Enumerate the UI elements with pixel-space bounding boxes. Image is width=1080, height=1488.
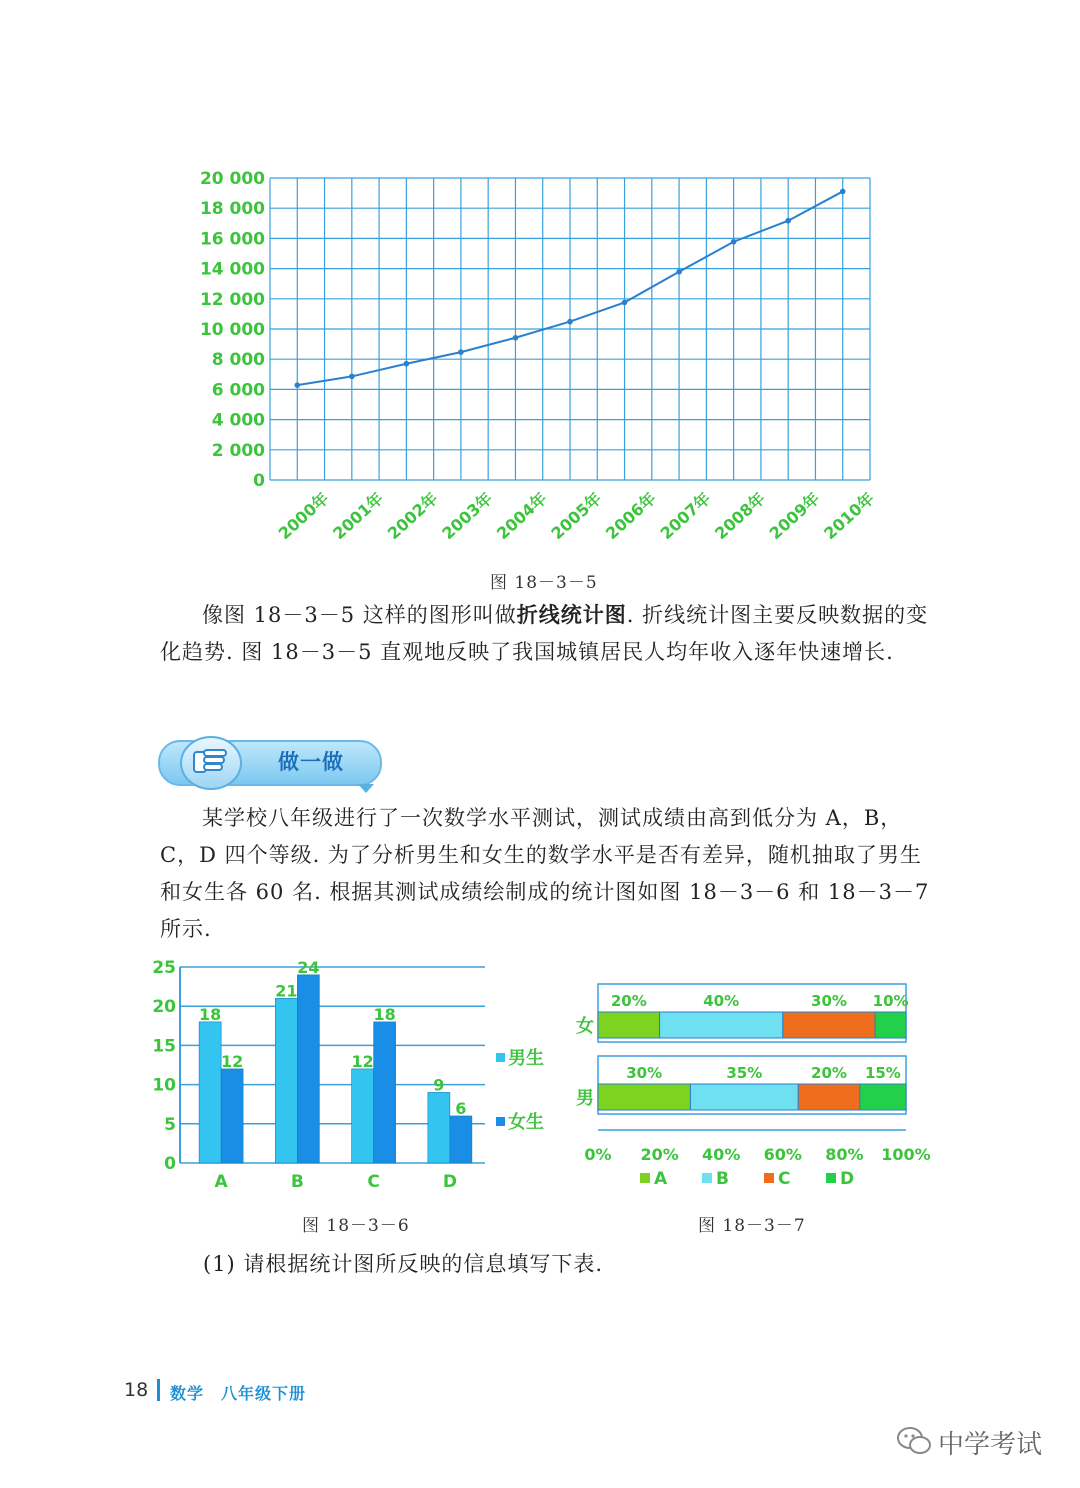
x-tick-label: 2002年 xyxy=(383,488,442,544)
activity-banner xyxy=(158,738,380,786)
y-tick-label: 12 000 xyxy=(199,289,265,310)
paragraph-text-after: . 折线统计图主要反映数据的变化趋势. 图 18－3－5 直观地反映了我国城镇居民人均年收入逐年快速增长. xyxy=(160,603,929,664)
segment-value-label: 40% xyxy=(703,992,740,1010)
wechat-logo-icon xyxy=(896,1426,932,1456)
bar-value-label: 12 xyxy=(351,1051,374,1071)
legend-label: 女生 xyxy=(508,1112,544,1133)
x-tick-label: D xyxy=(442,1172,457,1192)
data-point xyxy=(731,239,737,245)
data-point xyxy=(513,335,519,341)
x-tick-label: 2003年 xyxy=(438,488,497,544)
line-chart-x-ticks xyxy=(275,489,878,544)
banner-pointer-icon xyxy=(358,784,374,794)
y-tick-label: 10 xyxy=(152,1075,176,1096)
x-tick-label: 2005年 xyxy=(547,488,606,544)
x-tick-label: 2010年 xyxy=(820,488,878,544)
x-tick-label: 2008年 xyxy=(711,488,769,544)
data-point xyxy=(349,374,355,380)
book-title: 数学 八年级下册 xyxy=(170,1384,307,1403)
y-tick-label: 10 000 xyxy=(199,320,265,340)
segment-value-label: 30% xyxy=(626,1064,663,1082)
question-1: (1) 请根据统计图所反映的信息填写下表. xyxy=(203,1252,604,1276)
row-label: 女 xyxy=(576,1016,594,1037)
stacked-segment xyxy=(660,1012,783,1038)
legend-swatch xyxy=(496,1117,505,1126)
bar-value-label: 24 xyxy=(297,957,320,977)
stacked-segment xyxy=(690,1084,798,1110)
bar-chart-y-ticks xyxy=(152,958,176,1174)
bar-value-label: 18 xyxy=(373,1004,396,1024)
y-tick-label: 6 000 xyxy=(211,380,265,401)
x-tick-label: 2007年 xyxy=(656,488,715,544)
paragraph-text-before: 像图 18－3－5 这样的图形叫做 xyxy=(202,603,517,627)
bar xyxy=(450,1116,472,1163)
segment-value-label: 15% xyxy=(864,1064,901,1082)
y-tick-label: 4 000 xyxy=(211,410,265,431)
paragraph-line-chart-intro xyxy=(160,596,930,671)
legend-swatch xyxy=(702,1173,712,1183)
legend-swatch xyxy=(826,1173,836,1183)
y-tick-label: 2 000 xyxy=(211,440,265,461)
stacked-segment xyxy=(875,1012,906,1038)
y-tick-label: 20 000 xyxy=(199,169,265,189)
x-tick-label: C xyxy=(367,1172,380,1192)
stacked-chart-legend xyxy=(640,1169,854,1189)
bar xyxy=(297,975,319,1163)
stacked-chart-rows xyxy=(576,984,909,1114)
stacked-segment xyxy=(598,1084,690,1110)
legend-label: C xyxy=(778,1169,791,1189)
grouped-bar-chart xyxy=(150,955,560,1195)
term-line-chart: 折线统计图 xyxy=(516,602,627,627)
bar xyxy=(221,1069,243,1163)
legend-label: A xyxy=(654,1169,668,1189)
bar xyxy=(374,1022,396,1163)
x-tick-label: 2009年 xyxy=(765,488,824,544)
segment-value-label: 20% xyxy=(811,1064,847,1082)
y-tick-label: 15 xyxy=(152,1036,176,1057)
bar-value-label: 9 xyxy=(433,1075,445,1095)
data-point xyxy=(294,382,300,388)
data-point xyxy=(676,269,682,275)
data-point xyxy=(404,361,410,367)
data-point xyxy=(622,300,628,306)
paragraph-test-description: 某学校八年级进行了一次数学水平测试，测试成绩由高到低分为 A，B，C，D 四个等级. 为了分析男生和女生的数学水平是否有差异，随机抽取了男生和女生各 60 名. 根据其测试成绩绘制成的统计图如图 18－3－6 和 18－3－7 所示. xyxy=(160,806,930,941)
legend-swatch xyxy=(640,1173,650,1183)
data-point xyxy=(840,189,846,195)
y-tick-label: 14 000 xyxy=(199,259,265,280)
segment-value-label: 20% xyxy=(610,992,647,1010)
legend-label: 男生 xyxy=(508,1048,544,1069)
line-chart-y-ticks xyxy=(200,169,265,491)
bar-chart-legend xyxy=(496,1047,544,1133)
x-tick-label: 2006年 xyxy=(602,488,660,544)
x-tick-label: 2000年 xyxy=(274,488,333,544)
activity-banner-label: 做一做 xyxy=(278,750,344,774)
legend-label: B xyxy=(716,1169,729,1189)
row-label: 男 xyxy=(576,1088,594,1109)
y-tick-label: 0 xyxy=(253,471,265,491)
legend-label: D xyxy=(840,1169,855,1189)
bar-chart-caption: 图 18－3－6 xyxy=(302,1216,410,1236)
bar xyxy=(428,1092,450,1163)
bar xyxy=(199,1022,221,1163)
x-tick-label: A xyxy=(214,1172,228,1192)
stacked-segment xyxy=(783,1012,875,1038)
y-tick-label: 20 xyxy=(152,997,176,1018)
bar-value-label: 6 xyxy=(455,1098,467,1118)
stacked-chart-x-ticks xyxy=(584,1130,930,1164)
segment-value-label: 30% xyxy=(811,992,847,1010)
y-tick-label: 16 000 xyxy=(199,229,265,250)
y-tick-label: 5 xyxy=(164,1114,176,1135)
legend-swatch xyxy=(764,1173,774,1183)
data-point xyxy=(458,349,464,355)
segment-value-label: 10% xyxy=(872,992,909,1010)
hand-icon xyxy=(190,744,230,780)
x-tick-label: 60% xyxy=(763,1145,802,1164)
y-tick-label: 25 xyxy=(152,958,176,978)
stacked-segment xyxy=(598,1012,660,1038)
footer-divider xyxy=(157,1379,160,1401)
page-number: 18 xyxy=(124,1379,149,1401)
x-tick-label: 2001年 xyxy=(329,488,387,544)
line-chart-caption: 图 18－3－5 xyxy=(490,573,598,593)
line-chart xyxy=(190,160,910,560)
segment-value-label: 35% xyxy=(726,1064,763,1082)
legend-swatch xyxy=(496,1053,505,1062)
watermark-text: 中学考试 xyxy=(938,1430,1043,1460)
x-tick-label: 20% xyxy=(640,1145,679,1164)
x-tick-label: 0% xyxy=(584,1145,612,1164)
x-tick-label: 2004年 xyxy=(492,488,551,544)
y-tick-label: 0 xyxy=(164,1154,176,1174)
y-tick-label: 18 000 xyxy=(199,199,265,220)
bar xyxy=(275,998,297,1163)
bar-value-label: 18 xyxy=(198,1004,222,1024)
bar-chart-x-ticks xyxy=(215,1172,457,1192)
y-tick-label: 8 000 xyxy=(211,350,265,371)
stacked-percent-chart xyxy=(568,980,938,1200)
data-point xyxy=(785,218,791,224)
bar xyxy=(352,1069,374,1163)
x-tick-label: B xyxy=(290,1172,304,1192)
bar-chart-bars xyxy=(199,958,472,1163)
x-tick-label: 80% xyxy=(825,1145,864,1164)
bar-value-label: 12 xyxy=(220,1051,244,1071)
bar-value-label: 21 xyxy=(275,981,298,1001)
x-tick-label: 40% xyxy=(702,1145,741,1164)
data-point xyxy=(567,319,573,325)
x-tick-label: 100% xyxy=(881,1145,931,1164)
stacked-segment xyxy=(798,1084,860,1110)
stacked-chart-caption: 图 18－3－7 xyxy=(698,1216,806,1236)
stacked-segment xyxy=(860,1084,906,1110)
